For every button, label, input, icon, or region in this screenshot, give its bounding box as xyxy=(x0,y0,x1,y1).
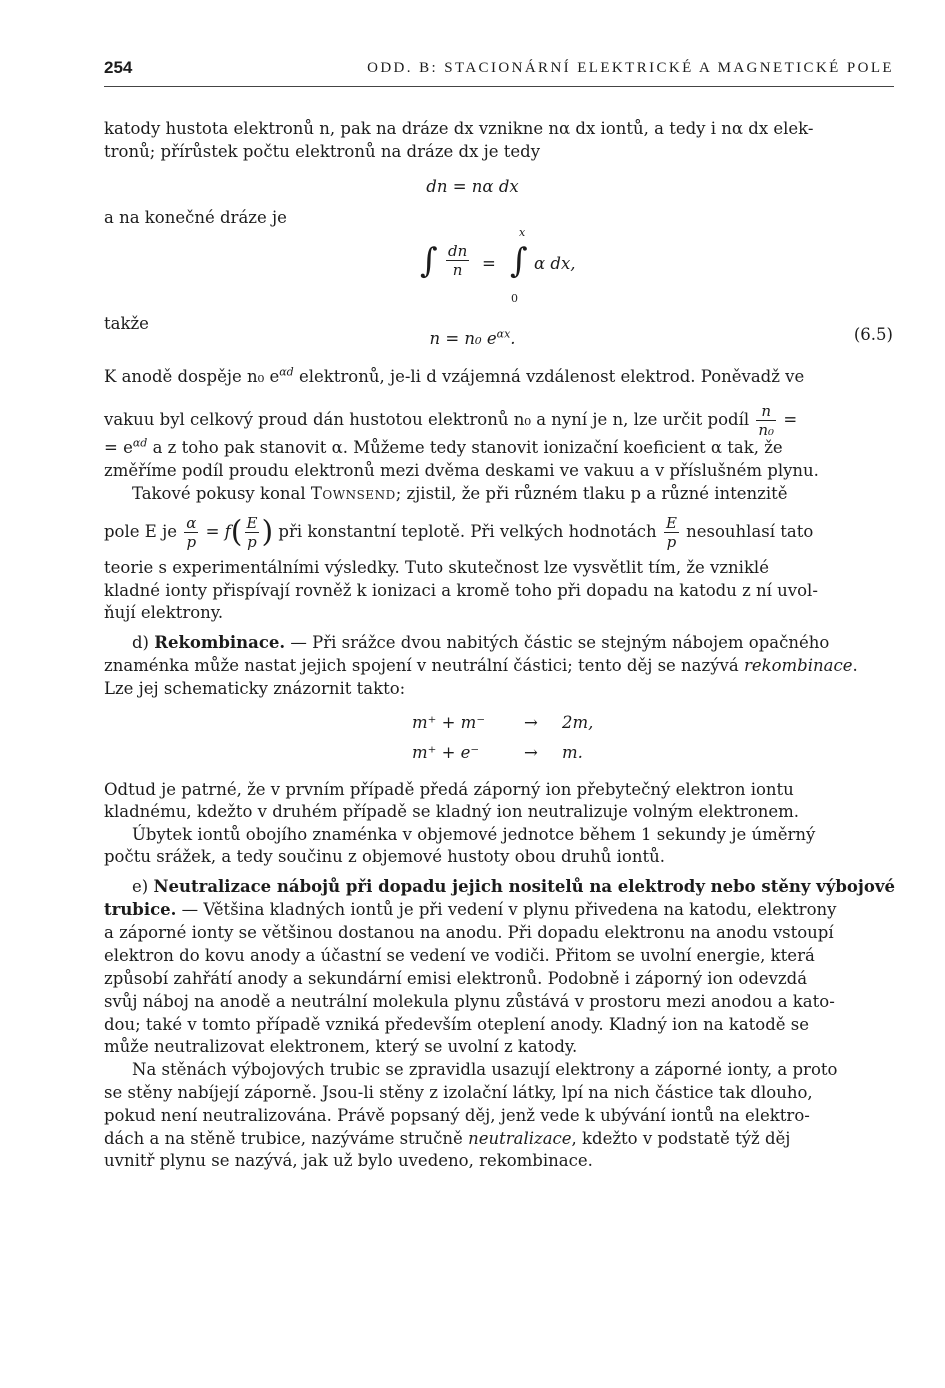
text-line: se stěny nabíjejí záporně. Jsou-li stěny z izolační látky, lpí na nich částice tak dlouho, xyxy=(104,1083,813,1102)
text-line: počtu srážek, a tedy součinu z objemové hustoty obou druhů iontů. xyxy=(104,847,665,866)
text-line: = $e^{\alpha d}$ a z toho pak stanovit α. Můžeme tedy stanovit ionizační koeficient α tak, že xyxy=(104,436,783,457)
text-line: katody hustota elektronů n, pak na dráze dx vznikne nα dx iontů, a tedy i nα dx elek- xyxy=(104,119,814,138)
term: rekombinace xyxy=(743,656,853,675)
fraction-dn-n: $\frac{dn}{n}$ xyxy=(448,242,468,279)
integrand: α dx, xyxy=(534,254,576,273)
document-page: 254 ODD. B: STACIONÁRNÍ ELEKTRICKÉ A MAGNETICKÉ POLE katody hustota elektronů n, pak na dráze dx vznikne nα dx iontů, a tedy i nα dx elek- tronů; přírůstek počtu elektronů na dráze dx je tedy dn = nα dx a na konečné dráze je ∫ $\frac{dn}{n}$ = x ∫ 0 α dx, takže n = n₀ $e^{\alpha x}$. (6.5) K anodě dospěje n₀ $e^{\alpha d}$ elektronů, je-li d vzájemná vzdálenost elektrod. Poněvadž ve vakuu byl celkový proud dán hustotou elektronů n₀ a nyní je n, lze určit podíl $\frac{n}{\text{n₀}}$ = = $e^{\alpha d}$ a z toho pak stanovit α. Můžeme tedy stanovit ionizační koeficient α tak, že změříme podíl proudu elektronů mezi dvěma deskami ve vakuu a v příslušném plynu. Takové pokusy konal Townsend; zjistil, že při různém tlaku p a různé intenzitě pole E je $\frac{\alpha}{p}$ = f( $\frac{E}{p}$ ) při konstantní teplotě. Při velkých hodnotách $\frac{E}{p}$ nesouhlasí tato teorie s experimentálními výsledky. Tuto skutečnost lze vysvětlit tím, že vzniklé kladné ionty přispívají rovněž k ionizaci a kromě toho při dopadu na katodu z ní uvol- ňují elektrony. d) Rekombinace. — Při srážce dvou nabitých částic se stejným nábojem opačného znaménka může nastat jejich spojení v neutrální částici; tento děj se nazývá rekombinace. Lze jej schematicky znázornit takto: m⁺ + m⁻ → 2m, m⁺ + e⁻ → m. Odtud je patrné, že v prvním případě předá záporný ion přebytečný elektron iontu kladnému, kdežto v druhém případě se kladný ion neutralizuje volným elektronem. Úbytek iontů obojího znaménka v objemové jednotce během 1 sekundy je úměrný počtu srážek, a tedy součinu z objemové hustoty obou druhů iontů. e) Neutralizace nábojů při dopadu jejich nositelů na elektrody nebo stěny výbojové trubice. — Většina kladných iontů je při vedení v plynu přivedena na katodu, elektrony a záporné ionty se většinou dostanou na anodu. Při dopadu elektronu na anodu vstoupí elektron do kovu anody a účastní se vedení ve vodiči. Přitom se uvolní energie, která způsobí zahřátí anody a sekundární emisi elektronů. Podobně i záporný ion odevzdá svůj náboj na anodě a neutrální molekula plynu zůstává v prostoru mezi anodou a kato- dou; také v tomto případě vzniká především oteplení anody. Kladný ion na katodě se může neutralizovat elektronem, který se uvolní z katody. Na stěnách výbojových trubic se zpravidla usazují elektrony a záporné ionty, a proto se stěny nabíjejí záporně. Jsou-li stěny z izolační látky, lpí na nich částice tak dlouho, pokud není neutralizována. Právě popsaný děj, jenž vede k ubývání iontů na elektro- dách a na stěně trubice, nazýváme stručně neutralizace, kdežto v podstatě týž děj uvnitř plynu se nazývá, jak už bylo uvedeno, rekombinace. xyxy=(0,0,945,1388)
equation-integral xyxy=(420,226,620,306)
text-line: takže xyxy=(104,314,149,333)
text-line: může neutralizovat elektronem, který se uvolní z katody. xyxy=(104,1037,578,1056)
text-line: dách a na stěně trubice, nazýváme stručně neutralizace, kdežto v podstatě týž děj xyxy=(104,1129,791,1148)
upper-limit: x xyxy=(519,226,526,239)
text-line: způsobí zahřátí anody a sekundární emisi elektronů. Podobně i záporný ion odevzdá xyxy=(104,969,808,988)
equation-dn: dn = nα dx xyxy=(426,177,519,196)
text-line: K anodě dospěje n₀ $e^{\alpha d}$ elektronů, je-li d vzájemná vzdálenost elektrod. Poněvadž ve xyxy=(104,365,805,386)
text-line: d) Rekombinace. — Při srážce dvou nabitých částic se stejným nábojem opačného xyxy=(132,633,830,652)
section-heading: Rekombinace. xyxy=(154,633,286,652)
text-line: Lze jej schematicky znázornit takto: xyxy=(104,679,406,698)
text-line: elektron do kovu anody a účastní se vedení ve vodiči. Přitom se uvolní energie, která xyxy=(104,946,815,965)
running-title: ODD. B: STACIONÁRNÍ ELEKTRICKÉ A MAGNETICKÉ POLE xyxy=(367,60,894,76)
text-line: tronů; přírůstek počtu elektronů na dráze dx je tedy xyxy=(104,142,541,161)
text-line: uvnitř plynu se nazývá, jak už bylo uvedeno, rekombinace. xyxy=(104,1151,593,1170)
text-line: vakuu byl celkový proud dán hustotou elektronů n₀ a nyní je n, lze určit podíl $\frac{n}{\text{n₀}}$ = xyxy=(104,402,798,439)
text-line: pokud není neutralizována. Právě popsaný děj, jenž vede k ubývání iontů na elektro- xyxy=(104,1106,810,1125)
section-heading: trubice. xyxy=(104,900,177,919)
section-heading: Neutralizace nábojů při dopadu jejich nositelů na elektrody nebo stěny výbojové xyxy=(153,877,895,896)
term: neutralizace xyxy=(468,1129,572,1148)
text-line: Odtud je patrné, že v prvním případě předá záporný ion přebytečný elektron iontu xyxy=(104,780,794,799)
text-line: dou; také v tomto případě vzniká především oteplení anody. Kladný ion na katodě se xyxy=(104,1015,810,1034)
text-line: Úbytek iontů obojího znaménka v objemové jednotce během 1 sekundy je úměrný xyxy=(132,825,816,844)
fraction-alpha-p: $\frac{\alpha}{p}$ xyxy=(186,514,197,551)
lower-limit: 0 xyxy=(511,292,518,305)
text-line: trubice. — Většina kladných iontů je při vedení v plynu přivedena na katodu, elektrony xyxy=(104,900,837,919)
text-line: a na konečné dráze je xyxy=(104,208,287,227)
arrow-icon: → xyxy=(524,713,538,732)
page-header xyxy=(104,58,894,87)
integral-sign: ∫ xyxy=(510,241,528,281)
text-line: ňují elektrony. xyxy=(104,603,224,622)
text-line: kladnému, kdežto v druhém případě se kladný ion neutralizuje volným elektronem. xyxy=(104,802,799,821)
equation-number: (6.5) xyxy=(853,325,893,344)
text-line: a záporné ionty se většinou dostanou na anodu. Při dopadu elektronu na anodu vstoupí xyxy=(104,923,834,942)
fraction-n-n0: $\frac{n}{\text{n₀}}$ xyxy=(758,402,775,439)
page-number: 254 xyxy=(104,58,133,77)
equals-sign: = xyxy=(482,254,496,273)
fraction-e-p: $\frac{E}{p}$ xyxy=(665,514,677,551)
text-line: pole E je $\frac{\alpha}{p}$ = f( $\frac{E}{p}$ ) při konstantní teplotě. Při velkých hodnotách $\frac{E}{p}$ nesouhlasí tato xyxy=(104,514,814,551)
fraction-e-p: $\frac{E}{p}$ xyxy=(246,514,258,551)
text-line: kladné ionty přispívají rovněž k ionizaci a kromě toho při dopadu na katodu z ní uvol- xyxy=(104,581,818,600)
text-line: teorie s experimentálními výsledky. Tuto skutečnost lze vysvětlit tím, že vzniklé xyxy=(104,558,769,577)
integral-sign: ∫ xyxy=(420,241,438,281)
arrow-icon: → xyxy=(524,743,538,762)
text-line: e) Neutralizace nábojů při dopadu jejich nositelů na elektrody nebo stěny výbojové xyxy=(132,877,895,896)
text-line: svůj náboj na anodě a neutrální molekula plynu zůstává v prostoru mezi anodou a kato- xyxy=(104,992,835,1011)
text-line: Takové pokusy konal Townsend; zjistil, že při různém tlaku p a různé intenzitě xyxy=(132,484,788,503)
text-line: znaménka může nastat jejich spojení v neutrální částici; tento děj se nazývá rekombinace. xyxy=(104,656,858,675)
text-line: změříme podíl proudu elektronů mezi dvěma deskami ve vakuu a v příslušném plynu. xyxy=(104,461,819,480)
equation-6-5: n = n₀ $e^{\alpha x}$. xyxy=(429,327,516,348)
text-line: Na stěnách výbojových trubic se zpravidla usazují elektrony a záporné ionty, a proto xyxy=(132,1060,838,1079)
author-name: Townsend xyxy=(310,484,396,503)
